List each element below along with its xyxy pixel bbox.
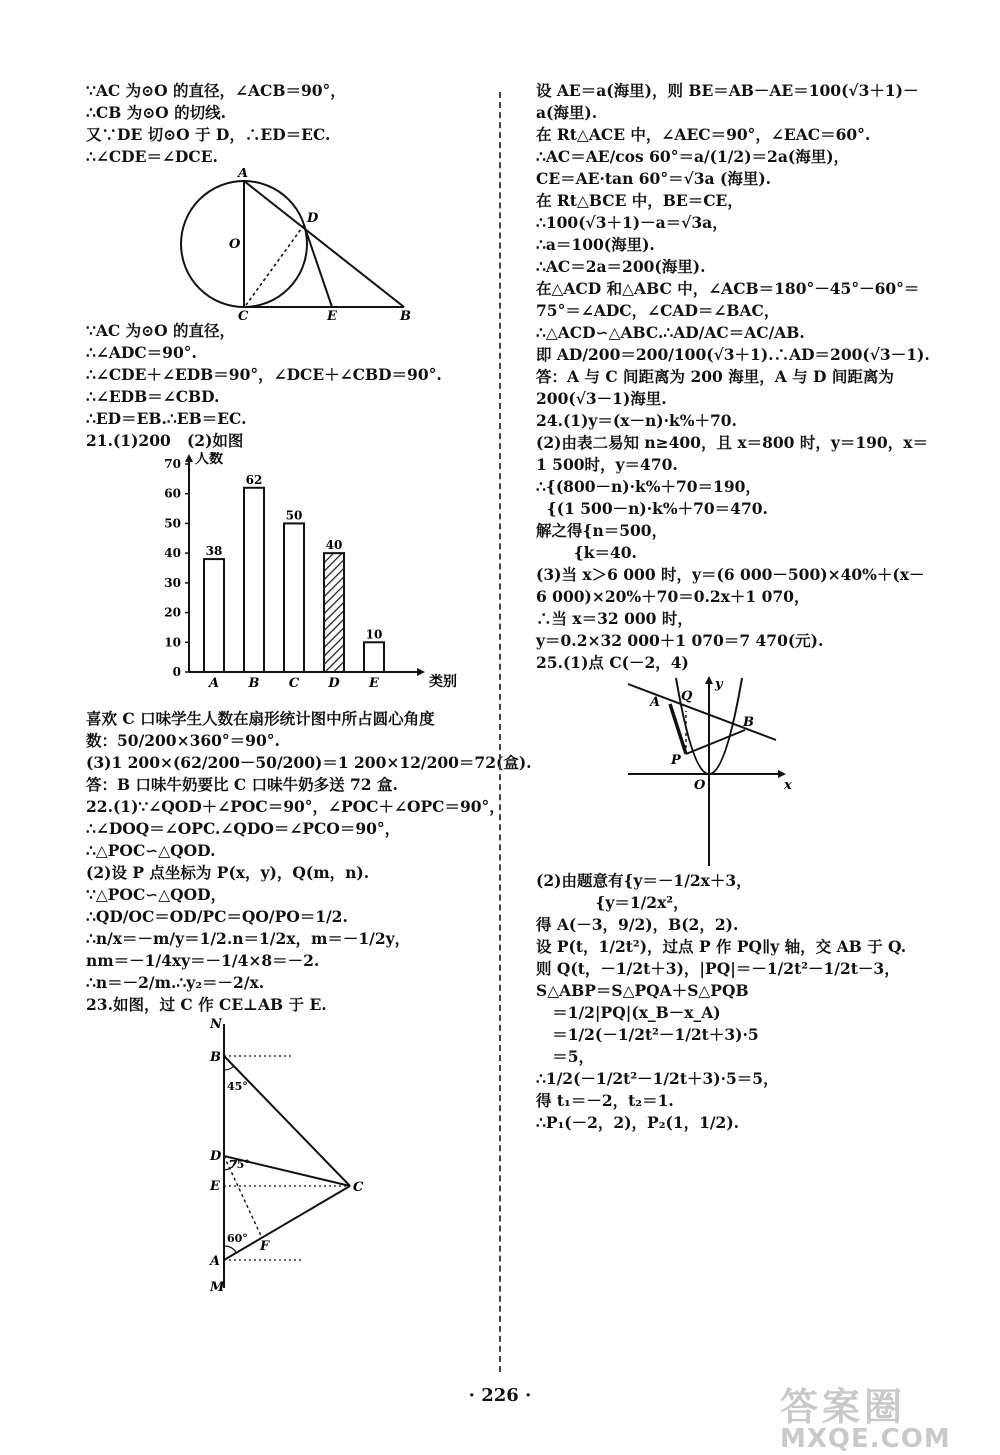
line-ac (224, 1186, 350, 1260)
column-divider (499, 92, 501, 1372)
text-line: ∴n/x＝－m/y＝1/2.n＝1/2x，m＝－1/2y， (86, 929, 411, 948)
text-line: 得 t₁＝－2，t₂＝1. (536, 1091, 674, 1110)
segment-pa (670, 704, 686, 754)
text-line: {k＝40. (536, 543, 637, 562)
watermark-logo (780, 1385, 951, 1454)
text-line: 在△ACD 和△ABC 中，∠ACB＝180°－45°－60°＝ (536, 279, 920, 298)
label-c: C (353, 1180, 364, 1195)
solution-25-part2 (536, 870, 916, 1134)
text-line: 答：B 口味牛奶要比 C 口味牛奶多送 72 盒. (86, 775, 398, 794)
solutions-23-to-25-part1 (536, 80, 930, 674)
text-line: ∴ED＝EB.∴EB＝EC. (86, 409, 247, 428)
y-tick-label: 0 (172, 665, 181, 679)
label-e: E (210, 1179, 220, 1194)
parabola-figure (536, 674, 916, 870)
text-line: ∴AC＝2a＝200(海里). (536, 257, 706, 276)
text-line: a(海里). (536, 103, 598, 122)
bar-value-label: 10 (365, 627, 383, 642)
text-line: 在 Rt△ACE 中，∠AEC＝90°，∠EAC＝60°. (536, 125, 871, 144)
label-m: M (210, 1280, 225, 1294)
angle-arc-b (224, 1066, 234, 1070)
text-line: ∴∠CDE＝∠DCE. (86, 147, 218, 166)
y-tick-label: 20 (164, 605, 181, 620)
text-line: 200(√3－1)海里. (536, 389, 667, 408)
text-line: ∴a＝100(海里). (536, 235, 655, 254)
bar-value-label: 62 (245, 472, 263, 487)
text-line: ∴∠EDB＝∠CBD. (86, 387, 220, 406)
x-axis-arrow (417, 668, 425, 676)
y-tick-label: 70 (164, 457, 181, 471)
category-label: A (208, 676, 220, 691)
bar-B (244, 488, 264, 672)
y-tick-label: 60 (164, 486, 181, 501)
bar-value-label: 38 (205, 544, 223, 559)
label-n: N (210, 1017, 222, 1032)
category-label: E (369, 676, 379, 691)
text-line: ∵AC 为⊙O 的直径，∠ACB＝90°， (86, 81, 346, 100)
y-axis-label: 人数 (195, 452, 223, 467)
label-d: D (210, 1149, 222, 1164)
text-line: ∴AC＝AE/cos 60°＝a/(1/2)＝2a(海里)， (536, 147, 850, 166)
navigation-figure (86, 1016, 486, 1294)
label-45: 45° (227, 1080, 248, 1093)
text-line: 即 AD/200＝200/100(√3＋1).∴AD＝200(√3－1). (536, 345, 930, 364)
watermark-line1: 答案圈 (780, 1385, 907, 1429)
text-line: {y＝1/2x²， (536, 893, 689, 912)
text-line: ∴∠DOQ＝∠OPC.∠QDO＝∠PCO＝90°， (86, 819, 401, 838)
line-ab (628, 684, 776, 740)
text-line: ∴n＝－2/m.∴y₂＝－2/x. (86, 973, 265, 992)
line-ab (244, 181, 404, 307)
text-line: 解之得{n＝500， (536, 521, 668, 540)
text-line: ∴∠ADC＝90°. (86, 343, 197, 362)
label-b: B (743, 715, 754, 730)
text-line: 设 P(t，1/2t²)，过点 P 作 PQ∥y 轴，交 AB 于 Q. (536, 937, 907, 956)
text-line: ∵AC 为⊙O 的直径， (86, 321, 236, 340)
bar-E (364, 642, 384, 672)
text-line: 23.如图，过 C 作 CE⊥AB 于 E. (86, 995, 327, 1014)
text-line: ∴1/2(－1/2t²－1/2t＋3)·5＝5， (536, 1069, 779, 1088)
label-o: O (694, 778, 706, 793)
text-line: ∴QD/OC＝OD/PC＝QO/PO＝1/2. (86, 907, 348, 926)
text-line: 又∵DE 切⊙O 于 D，∴ED＝EC. (86, 125, 331, 144)
text-line: S△ABP＝S△PQA＋S△PQB (536, 981, 749, 1000)
label-b: B (400, 309, 411, 320)
solution-20-proof-part2 (86, 320, 486, 452)
text-line: {(1 500－n)·k%＋70＝470. (536, 499, 768, 518)
text-line: ∴100(√3＋1)－a＝√3a， (536, 213, 728, 232)
category-label: C (288, 676, 300, 691)
text-line: (3)1 200×(62/200－50/200)＝1 200×12/200＝72(盒). (86, 753, 532, 772)
y-tick-label: 40 (164, 546, 181, 561)
circle-tangent-figure (86, 168, 486, 320)
line-de (304, 225, 332, 307)
right-column (536, 80, 930, 1134)
label-a: A (650, 695, 661, 710)
y-tick-label: 30 (164, 575, 181, 590)
text-line: 1 500时，y＝470. (536, 455, 678, 474)
text-line: ∵△POC∽△QOD， (86, 885, 227, 904)
text-line: 25.(1)点 C(－2，4) (536, 653, 689, 672)
segment-pb (686, 730, 745, 754)
watermark-line2: MXQE.COM (780, 1424, 951, 1454)
x-axis-label: 类别 (429, 674, 457, 690)
y-axis-arrow (705, 676, 713, 684)
y-axis-arrow (185, 454, 193, 462)
label-x: x (784, 778, 792, 793)
bar-chart (86, 452, 486, 700)
category-label: D (328, 676, 340, 691)
text-line: ＝1/2(－1/2t²－1/2t＋3)·5 (536, 1025, 759, 1044)
label-f: F (260, 1239, 270, 1254)
text-line: (2)由题意有{y＝－1/2x＋3， (536, 871, 752, 890)
y-tick-label: 10 (164, 635, 181, 650)
text-line: 22.(1)∵∠QOD＋∠POC＝90°，∠POC＋∠OPC＝90°， (86, 797, 505, 816)
bar-C (284, 523, 304, 672)
left-column (86, 80, 532, 1294)
text-line: ∴当 x＝32 000 时， (536, 609, 693, 628)
text-line: ∴P₁(－2，2)，P₂(1，1/2). (536, 1113, 740, 1132)
label-e: E (327, 309, 337, 320)
bar-value-label: 50 (285, 508, 303, 523)
solution-20-proof-part1 (86, 80, 486, 168)
text-line: (2)设 P 点坐标为 P(x，y)，Q(m，n). (86, 863, 370, 882)
text-line: 得 A(－3，9/2)，B(2，2). (536, 915, 739, 934)
label-60: 60° (227, 1232, 248, 1245)
text-line: nm＝－1/4xy＝－1/4×8＝－2. (86, 951, 320, 970)
text-line: (2)由表二易知 n≥400，且 x＝800 时，y＝190，x＝ (536, 433, 928, 452)
text-line: 21.(1)200 (2)如图 (86, 431, 244, 450)
angle-arc-a (224, 1246, 236, 1252)
text-line: CE＝AE·tan 60°＝√3a (海里). (536, 169, 772, 188)
label-p: P (671, 753, 681, 768)
solutions-21-to-23 (86, 708, 532, 1016)
text-line: y＝0.2×32 000＋1 070＝7 470(元). (536, 631, 824, 650)
text-line: ∴∠CDE＋∠EDB＝90°，∠DCE＋∠CBD＝90°. (86, 365, 442, 384)
label-75: 75° (229, 1158, 250, 1171)
text-line: 6 000)×20%＋70＝0.2x＋1 070， (536, 587, 810, 606)
category-label: B (248, 676, 260, 691)
text-line: ＝5， (536, 1047, 594, 1066)
label-a: A (238, 168, 249, 181)
text-line: ∴△POC∽△QOD. (86, 841, 216, 860)
text-line: 24.(1)y＝(x－n)·k%＋70. (536, 411, 737, 430)
text-line: 在 Rt△BCE 中，BE＝CE， (536, 191, 743, 210)
label-o: O (229, 237, 241, 252)
label-a: A (210, 1254, 221, 1269)
bar-A (204, 559, 224, 672)
text-line: 喜欢 C 口味学生人数在扇形统计图中所占圆心角度 (86, 709, 435, 728)
label-b: B (210, 1050, 221, 1065)
text-line: (3)当 x＞6 000 时，y＝(6 000－500)×40%＋(x－ (536, 565, 925, 584)
bar-D (324, 553, 344, 672)
text-line: 数：50/200×360°＝90°. (86, 731, 280, 750)
text-line: ∴CB 为⊙O 的切线. (86, 103, 226, 122)
text-line: 75°＝∠ADC，∠CAD＝∠BAC， (536, 301, 780, 320)
text-line: ∴{(800－n)·k%＋70＝190， (536, 477, 761, 496)
label-q: Q (681, 689, 693, 704)
label-y: y (715, 677, 723, 692)
text-line: 设 AE＝a(海里)，则 BE＝AB－AE＝100(√3＋1)－ (536, 81, 919, 100)
page-number: · 226 · (468, 1385, 532, 1406)
x-axis-arrow (778, 770, 786, 778)
text-line: ∴△ACD∽△ABC.∴AD/AC＝AC/AB. (536, 323, 805, 342)
label-c: C (238, 309, 249, 320)
dashed-dc (246, 225, 304, 305)
text-line: 答：A 与 C 间距离为 200 海里，A 与 D 间距离为 (536, 367, 894, 386)
text-line: 则 Q(t，－1/2t＋3)，|PQ|＝－1/2t²－1/2t－3， (536, 959, 900, 978)
bar-value-label: 40 (325, 538, 343, 553)
text-line: ＝1/2|PQ|(x_B－x_A) (536, 1003, 721, 1022)
label-d: D (307, 211, 319, 226)
y-tick-label: 50 (164, 516, 181, 531)
